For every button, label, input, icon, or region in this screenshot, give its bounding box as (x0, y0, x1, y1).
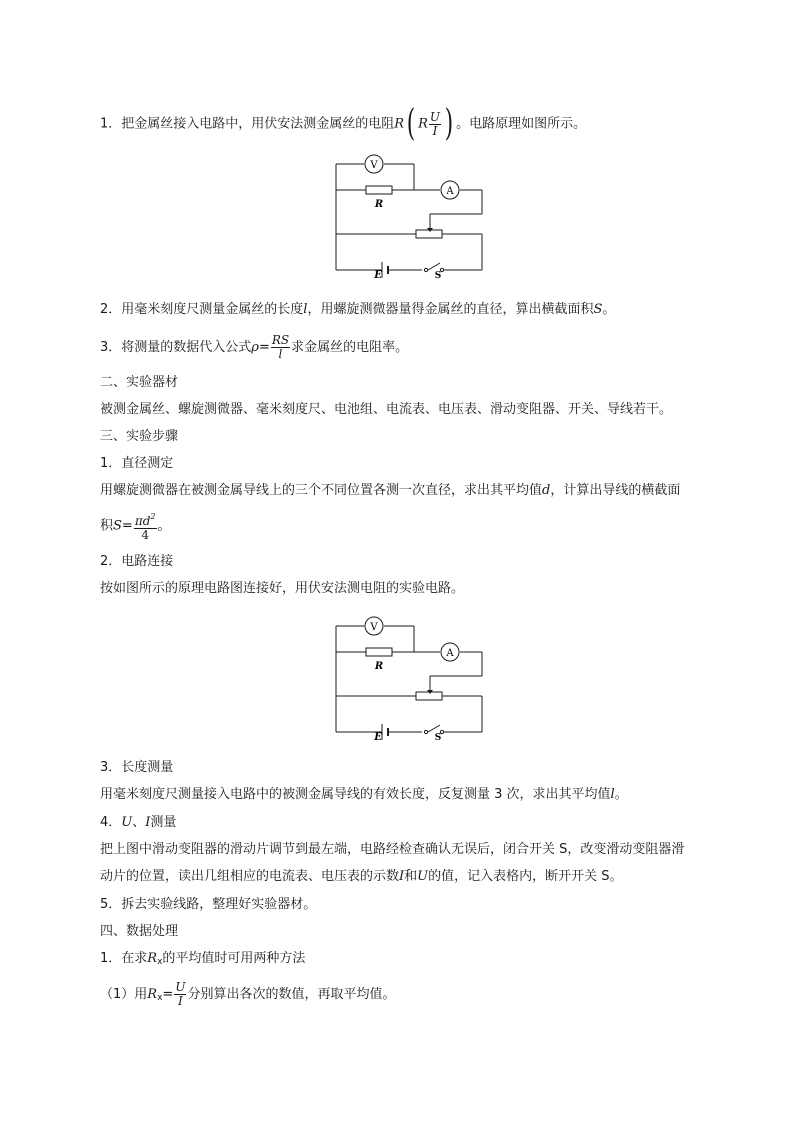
numerator: RS (271, 333, 290, 347)
principle-item-2 (100, 302, 615, 318)
numerator (134, 510, 157, 529)
symbol-R: R (147, 987, 158, 1002)
symbol-R: R (147, 951, 158, 966)
text: 、 (132, 815, 146, 830)
text: 。 (602, 302, 616, 317)
text: 积 (100, 518, 114, 534)
text: 用毫米刻度尺测量接入电路中的被测金属导线的有效长度，反复测量 3 次，求出其平均值 (100, 787, 611, 802)
symbol-l: l (303, 302, 308, 317)
battery-label: E (374, 732, 382, 740)
denominator: 4 (141, 528, 149, 542)
text: 1．在求 (100, 951, 148, 966)
subscript-x: x (157, 957, 163, 967)
subscript-x: x (157, 993, 163, 1003)
step-1-text-line-2 (100, 510, 171, 542)
symbol-l: l (610, 787, 615, 802)
symbol-U: U (417, 869, 429, 884)
step-4-text-line-1: 把上图中滑动变阻器的滑动片调节到最左端，电路经检查确认无误后，闭合开关 S，改变滑动变阻器滑 (100, 842, 685, 857)
battery-label: E (374, 270, 382, 278)
switch-label: S (434, 733, 442, 740)
resistor-label: R (374, 199, 384, 210)
ammeter-label: A (446, 186, 454, 197)
step-3-title: 3．长度测量 (100, 760, 174, 775)
symbol-U: U (121, 815, 133, 830)
step-2-text: 按如图所示的原理电路图连接好，用伏安法测电阻的实验电路。 (100, 581, 465, 596)
denominator: I (432, 123, 438, 138)
text: 2．用毫米刻度尺测量金属丝的长度 (100, 302, 304, 317)
text: = (121, 518, 133, 534)
text: 。电路原理如图所示。 (456, 116, 587, 132)
fraction-RS-over-l (271, 334, 290, 361)
step-4-title (100, 815, 176, 831)
text: （1）用 (100, 987, 148, 1002)
symbol-I: I (399, 869, 405, 884)
text: = (258, 340, 270, 355)
numerator: U (175, 980, 186, 994)
step-2-title: 2．电路连接 (100, 554, 174, 569)
step-1-title: 1．直径测定 (100, 456, 174, 471)
text: 测量 (150, 815, 177, 830)
text: 和 (404, 869, 418, 884)
principle-item-1 (100, 103, 587, 144)
resistor-label: R (374, 661, 384, 672)
step-3-text (100, 787, 628, 803)
circuit-diagram-1 (330, 150, 500, 278)
section-heading-data: 四、数据处理 (100, 924, 179, 939)
step-4-text-line-2 (100, 869, 623, 885)
data-item-1 (100, 951, 305, 970)
text: = (162, 987, 174, 1002)
symbol-S: S (593, 302, 603, 317)
symbol-S: S (113, 518, 122, 534)
text: ，计算出导线的横截面 (550, 483, 681, 498)
ammeter-label: A (446, 648, 454, 659)
text: 动片的位置，读出几组相应的电流表、电压表的示数 (100, 869, 400, 884)
voltmeter-label: V (370, 622, 378, 633)
principle-item-3 (100, 334, 408, 362)
step-1-text-line-1 (100, 483, 680, 499)
paren-close: ) (444, 103, 454, 144)
symbol-I: I (145, 815, 151, 830)
paren-open: ( (406, 103, 416, 144)
symbol-R-inner: R (418, 116, 428, 132)
text: 4． (100, 815, 122, 830)
text: 的平均值时可用两种方法 (162, 951, 306, 966)
equipment-list: 被测金属丝、螺旋测微器、毫米刻度尺、电池组、电流表、电压表、滑动变阻器、开关、导线若干。 (100, 402, 673, 417)
numerator: U (429, 109, 441, 124)
text: 。 (157, 518, 171, 534)
text: 3．将测量的数据代入公式 (100, 340, 252, 355)
denominator: I (178, 994, 183, 1008)
text: 求金属丝的电阻率。 (291, 340, 409, 355)
exponent: 2 (150, 512, 156, 521)
text: 的值，记入表格内，断开开关 S。 (428, 869, 623, 884)
fraction-U-over-I (429, 111, 441, 138)
fraction-pi-d2-over-4 (134, 510, 157, 542)
section-heading-equipment: 二、实验器材 (100, 375, 179, 390)
section-heading-steps: 三、实验步骤 (100, 429, 179, 444)
symbol-rho: ρ (251, 340, 259, 355)
symbol-d: d (542, 483, 551, 498)
voltmeter-label: V (370, 160, 378, 171)
switch-label: S (434, 271, 442, 278)
text: 分别算出各次的数值，再取平均值。 (187, 987, 396, 1002)
fraction-U-over-I (174, 981, 186, 1008)
symbol-R: R (394, 116, 405, 132)
denominator: l (278, 347, 283, 361)
pi-d: πd (134, 514, 151, 528)
step-5: 5．拆去实验线路，整理好实验器材。 (100, 897, 317, 912)
text: 1．把金属丝接入电路中，用伏安法测金属丝的电阻 (100, 116, 395, 132)
text: 用螺旋测微器在被测金属导线上的三个不同位置各测一次直径，求出其平均值 (100, 483, 543, 498)
text: ，用螺旋测微器量得金属丝的直径，算出横截面积 (307, 302, 594, 317)
text: 。 (614, 787, 628, 802)
circuit-diagram-2 (330, 612, 500, 740)
data-item-1-sub-1 (100, 981, 395, 1012)
